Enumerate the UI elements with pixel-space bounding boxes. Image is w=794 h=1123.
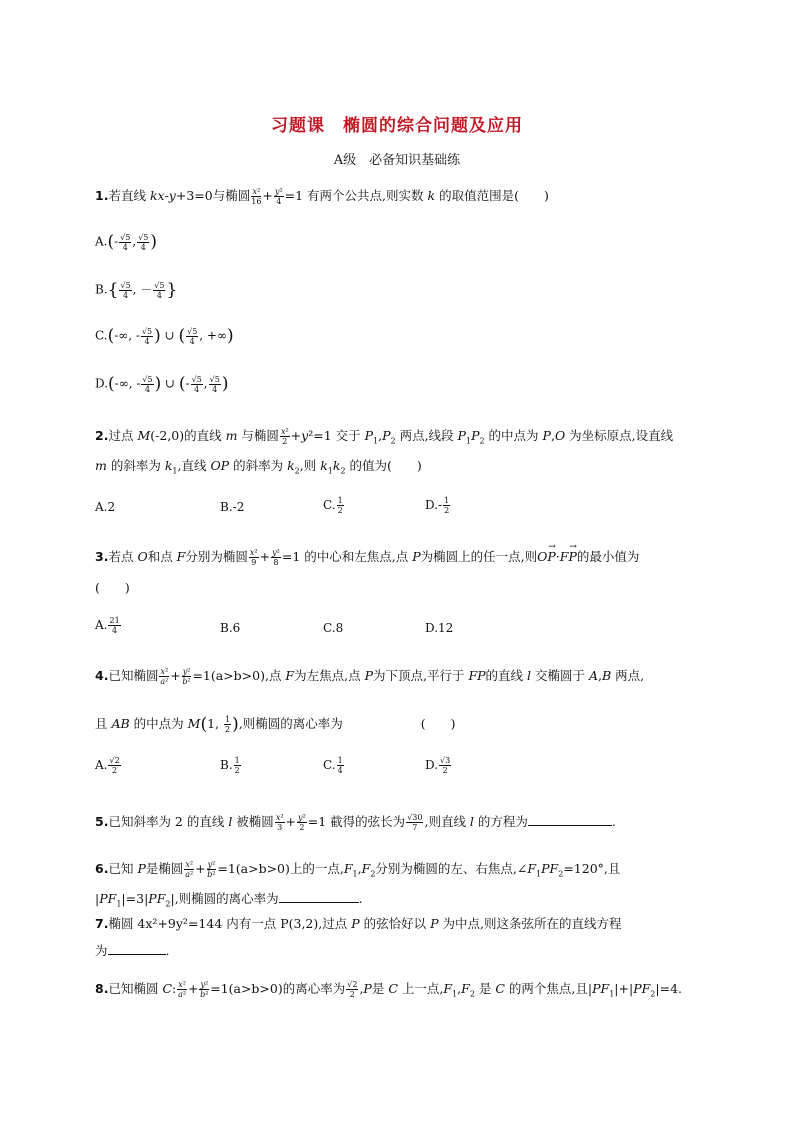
question-4-line2: 且 AB 的中点为 M(1, $\frac{1}{2}$ ),则椭圆的离心率为 ( ) [95,714,456,735]
question-3: 3.若点 O和点 F分别为椭圆 $\frac{\text{x²}}{9}$ + $\frac{\text{y²}}{8}$ =1 的中心和左焦点,点 P为椭圆上的任一点,则→ OP·→ FP的最小值为 [95,547,710,567]
fraction: $\frac{\text{y²}}{4}$ [274,187,283,206]
option-4c: C. $\frac{1}{4}$ [323,756,343,775]
option-4d: D. $\frac{√3}{2}$ [425,756,451,775]
fraction: $\frac{\text{x²}}{16}$ [251,187,262,206]
page-title: 习题课 椭圆的综合问题及应用 [271,116,523,136]
option-3b: B.6 [220,621,241,635]
option-4a: A. $\frac{√2}{2}$ [95,756,120,775]
option-3c: C.8 [323,621,344,635]
question-2: 2.过点 M(-2,0)的直线 m 与椭圆 $\frac{\text{x²}}{2}$ +y²=1 交于 $P_1,P_2$ 两点,线段 $P_1P_2$ 的中点为 P,O 为坐标原点,设直线 [95,427,674,446]
question-3-line2: ( ) [95,580,130,595]
answer-blank-7[interactable] [108,940,166,955]
question-6-line2: $|PF_1|=3|PF_2|$,则椭圆的离心率为 . [95,888,710,915]
question-7-line2: 为 . [95,940,710,961]
option-1b: B.{ $\frac{√5}{4}$ , － $\frac{√5}{4}$ } [95,280,178,300]
option-1d: D.(-∞, - $\frac{√5}{4}$ ) ∪ (- $\frac{√5}{4}$ , $\frac{√5}{4}$ ) [95,374,229,394]
option-1c: C.(-∞, - $\frac{√5}{4}$ ) ∪ ( $\frac{√5}{4}$ , +∞) [95,326,234,346]
option-2d: D.- $\frac{1}{2}$ [425,496,450,515]
question-7: 7.椭圆 4x²+9y²=144 内有一点 P(3,2),过点 P 的弦恰好以 P 为中点,则这条弦所在的直线方程 [95,916,622,931]
question-1: 1.若直线 kx-y+3=0与椭圆 $\frac{\text{x²}}{16}$ + $\frac{\text{y²}}{4}$ =1 有两个公共点,则实数 k 的取值范围是( ) [95,187,549,206]
option-2c: C. $\frac{1}{2}$ [323,496,343,515]
option-4b: B. $\frac{1}{2}$ [220,756,240,775]
question-6: 6.已知 P是椭圆 $\frac{\text{x²}}{\text{a²}}$ + $\frac{\text{y²}}{\text{b²}}$ =1(a>b>0)上的一点$,F_1,F_2$分别为椭圆的左、右焦点$,\angle F_1PF_2=120^\circ$,且 [95,860,621,879]
option-2a: A.2 [95,500,116,514]
option-3d: D.12 [425,621,454,635]
question-5: 5.已知斜率为 2 的直线 l 被椭圆 $\frac{\text{x²}}{3}$ + $\frac{\text{y²}}{2}$ =1 截得的弦长为 $\frac{√30}{7}$ ,则直线 l 的方程为 . [95,813,616,832]
answer-blank-5[interactable] [528,811,612,826]
answer-blank-6[interactable] [279,888,359,903]
option-3a: A. $\frac{21}{4}$ [95,616,120,635]
section-subtitle: A级 必备知识基础练 [333,153,461,168]
option-1a: A.(- $\frac{√5}{4}$ , $\frac{√5}{4}$ ) [95,232,158,252]
question-4: 4.已知椭圆 $\frac{\text{x²}}{\text{a²}}$ + $\frac{\text{y²}}{\text{b²}}$ =1(a>b>0),点 F为左焦点,点 P为下顶点,平行于 FP的直线 l 交椭圆于 A,B 两点, [95,667,645,686]
question-8: 8.已知椭圆 C: $\frac{\text{x²}}{\text{a²}}$ + $\frac{\text{y²}}{\text{b²}}$ =1(a>b>0)的离心率为 $\frac{√2}{2}$ ,P是 C 上一点$,F_1,F_2$ 是 C 的两个焦点,且$|PF_1|+|PF_2|=4$. [95,980,683,999]
question-2-line2: m 的斜率为 $k_1$,直线 OP 的斜率为 $k_2$,则 $k_1k_2$ 的值为( ) [95,458,422,476]
option-2b: B.-2 [220,500,245,514]
